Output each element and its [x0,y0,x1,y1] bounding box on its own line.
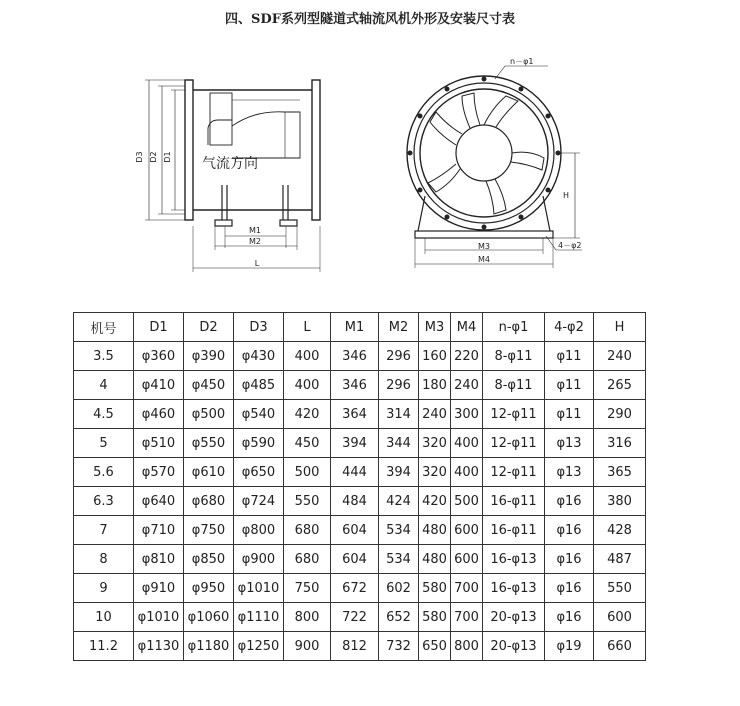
table-cell: 680 [284,516,331,545]
table-row [74,632,646,661]
table-cell: 394 [331,429,379,458]
table-cell: φ390 [184,342,234,371]
table-cell: 346 [331,371,379,400]
table-cell: 604 [331,545,379,574]
table-cell: φ11 [545,342,594,371]
table-cell: 180 [419,371,451,400]
table-cell: φ540 [234,400,284,429]
table-cell: φ900 [234,545,284,574]
table-cell: 380 [594,487,646,516]
table-cell: φ1010 [134,603,184,632]
table-row [74,400,646,429]
table-cell: φ610 [184,458,234,487]
table-cell: 650 [419,632,451,661]
table-cell: 8 [74,545,134,574]
technical-drawings [0,0,740,300]
table-cell: φ1060 [184,603,234,632]
table-cell: 800 [451,632,483,661]
table-cell: 600 [451,545,483,574]
table-cell: 5 [74,429,134,458]
table-cell: 4.5 [74,400,134,429]
table-cell: φ11 [545,400,594,429]
table-cell: φ19 [545,632,594,661]
table-cell: 346 [331,342,379,371]
table-cell: 296 [379,342,419,371]
table-cell: 660 [594,632,646,661]
table-cell: 534 [379,545,419,574]
table-cell: 444 [331,458,379,487]
table-cell: 424 [379,487,419,516]
spec-table [73,312,646,661]
table-cell: 314 [379,400,419,429]
table-cell: 900 [284,632,331,661]
table-cell: 240 [419,400,451,429]
table-cell: 420 [419,487,451,516]
table-cell: φ680 [184,487,234,516]
table-cell: 680 [284,545,331,574]
table-row [74,574,646,603]
table-cell: 484 [331,487,379,516]
table-cell: 550 [284,487,331,516]
table-cell: 344 [379,429,419,458]
table-cell: 750 [284,574,331,603]
table-cell: 240 [451,371,483,400]
table-row [74,429,646,458]
table-cell: φ1130 [134,632,184,661]
table-cell: φ460 [134,400,184,429]
column-header: 机号 [74,313,134,342]
table-cell: φ16 [545,516,594,545]
table-cell: 7 [74,516,134,545]
table-cell: 722 [331,603,379,632]
table-cell: 10 [74,603,134,632]
table-cell: φ510 [134,429,184,458]
table-cell: φ16 [545,545,594,574]
dim-label-n-phi1: n－φ1 [510,57,534,66]
table-header-row [74,313,646,342]
table-cell: φ485 [234,371,284,400]
table-cell: 500 [451,487,483,516]
table-cell: φ724 [234,487,284,516]
table-cell: 5.6 [74,458,134,487]
table-cell: φ710 [134,516,184,545]
table-cell: 700 [451,603,483,632]
table-row [74,487,646,516]
dim-label-l: L [254,259,260,268]
table-cell: 3.5 [74,342,134,371]
table-cell: 480 [419,516,451,545]
table-cell: φ550 [184,429,234,458]
table-cell: 12-φ11 [483,458,545,487]
table-cell: φ1010 [234,574,284,603]
table-cell: φ1180 [184,632,234,661]
table-cell: 365 [594,458,646,487]
table-cell: 800 [284,603,331,632]
table-cell: 420 [284,400,331,429]
side-view-drawing [145,80,320,272]
table-cell: 602 [379,574,419,603]
dim-label-d2: D2 [149,151,158,163]
table-cell: φ16 [545,574,594,603]
table-cell: φ650 [234,458,284,487]
dim-label-d1: D1 [163,151,172,163]
dim-label-m4: M4 [478,255,490,264]
table-cell: 500 [284,458,331,487]
column-header: n-φ1 [483,313,545,342]
column-header: M1 [331,313,379,342]
table-cell: 16-φ11 [483,516,545,545]
table-cell: 580 [419,603,451,632]
table-cell: 732 [379,632,419,661]
table-cell: φ500 [184,400,234,429]
table-cell: 600 [451,516,483,545]
table-cell: φ450 [184,371,234,400]
table-row [74,458,646,487]
table-cell: 20-φ13 [483,603,545,632]
table-cell: 604 [331,516,379,545]
table-cell: 11.2 [74,632,134,661]
table-row [74,371,646,400]
table-cell: φ1250 [234,632,284,661]
table-row [74,545,646,574]
table-row [74,516,646,545]
table-cell: 240 [594,342,646,371]
table-cell: 290 [594,400,646,429]
table-cell: 700 [451,574,483,603]
dim-label-4-phi2: 4－φ2 [558,241,582,250]
dim-label-m3: M3 [478,242,490,251]
table-cell: 400 [284,371,331,400]
column-header: M2 [379,313,419,342]
table-cell: φ410 [134,371,184,400]
table-cell: 16-φ11 [483,487,545,516]
front-view-labels [478,57,581,264]
table-cell: 534 [379,516,419,545]
dim-label-m2: M2 [249,237,261,246]
table-cell: 550 [594,574,646,603]
table-cell: 400 [451,458,483,487]
table-cell: 364 [331,400,379,429]
table-cell: φ360 [134,342,184,371]
table-cell: φ13 [545,429,594,458]
table-cell: 220 [451,342,483,371]
table-cell: 8-φ11 [483,371,545,400]
table-cell: 400 [451,429,483,458]
table-cell: 12-φ11 [483,400,545,429]
table-cell: 4 [74,371,134,400]
table-cell: φ750 [184,516,234,545]
table-cell: 9 [74,574,134,603]
page-title: 四、SDF系列型隧道式轴流风机外形及安装尺寸表 [225,12,515,27]
table-cell: φ850 [184,545,234,574]
column-header: D1 [134,313,184,342]
table-cell: 428 [594,516,646,545]
column-header: D3 [234,313,284,342]
column-header: M4 [451,313,483,342]
table-cell: φ570 [134,458,184,487]
table-cell: 652 [379,603,419,632]
table-cell: 6.3 [74,487,134,516]
table-cell: 320 [419,429,451,458]
table-cell: 300 [451,400,483,429]
table-cell: 12-φ11 [483,429,545,458]
table-cell: φ950 [184,574,234,603]
table-cell: 450 [284,429,331,458]
table-cell: 400 [284,342,331,371]
column-header: D2 [184,313,234,342]
table-row [74,603,646,632]
table-cell: 487 [594,545,646,574]
column-header: H [594,313,646,342]
table-cell: 394 [379,458,419,487]
table-cell: 296 [379,371,419,400]
table-cell: φ810 [134,545,184,574]
table-cell: φ16 [545,603,594,632]
table-cell: 20-φ13 [483,632,545,661]
table-cell: 480 [419,545,451,574]
table-cell: 16-φ13 [483,545,545,574]
table-cell: φ800 [234,516,284,545]
table-cell: 812 [331,632,379,661]
table-cell: 600 [594,603,646,632]
table-cell: φ590 [234,429,284,458]
table-cell: 320 [419,458,451,487]
dim-label-d3: D3 [135,151,144,163]
table-cell: φ11 [545,371,594,400]
table-cell: φ430 [234,342,284,371]
table-cell: φ16 [545,487,594,516]
table-cell: 580 [419,574,451,603]
column-header: M3 [419,313,451,342]
dim-label-h: H [563,191,570,200]
table-cell: 316 [594,429,646,458]
table-cell: φ1110 [234,603,284,632]
table-cell: 16-φ13 [483,574,545,603]
table-cell: 8-φ11 [483,342,545,371]
table-cell: 160 [419,342,451,371]
table-row [74,342,646,371]
table-cell: φ13 [545,458,594,487]
table-cell: 672 [331,574,379,603]
table-cell: 265 [594,371,646,400]
front-view-drawing [407,66,582,268]
airflow-label: 气流方向 [202,156,258,172]
table-cell: φ910 [134,574,184,603]
table-cell: φ640 [134,487,184,516]
dim-label-m1: M1 [249,226,261,235]
column-header: L [284,313,331,342]
column-header: 4-φ2 [545,313,594,342]
